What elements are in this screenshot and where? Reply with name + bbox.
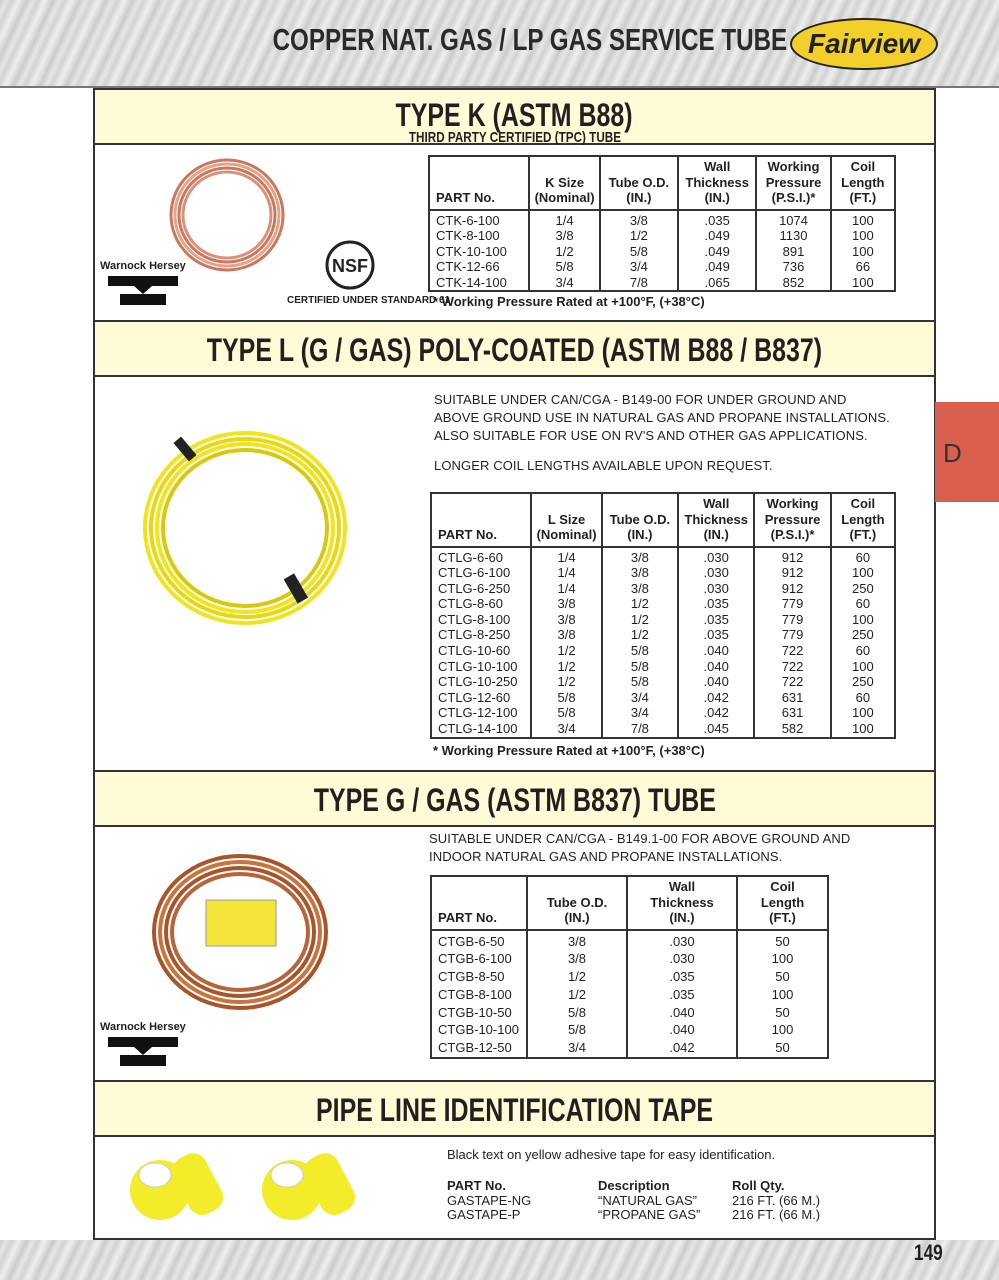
table-cell: 3/8 bbox=[602, 581, 678, 597]
type-g-description bbox=[429, 830, 850, 866]
table-cell: 1/2 bbox=[602, 627, 678, 643]
table-cell: .035 bbox=[678, 210, 756, 229]
table-row bbox=[429, 210, 895, 229]
table-cell: 1/2 bbox=[529, 244, 599, 260]
table-cell: 3/8 bbox=[531, 627, 601, 643]
table-row bbox=[431, 674, 895, 690]
table-cell: 852 bbox=[756, 275, 830, 292]
column-header-line: (IN.) bbox=[669, 910, 695, 925]
table-cell: 1/2 bbox=[527, 968, 627, 986]
column-header bbox=[527, 876, 627, 930]
table-cell: 216 FT. (66 M.) bbox=[732, 1192, 821, 1208]
table-row bbox=[431, 659, 895, 675]
table-cell: 7/8 bbox=[600, 275, 678, 292]
column-header-line: L Size bbox=[547, 511, 586, 527]
table-cell: 100 bbox=[831, 705, 895, 721]
table-cell: 100 bbox=[831, 721, 895, 738]
column-header-line: (P.S.I.)* bbox=[770, 527, 815, 542]
table-cell: .049 bbox=[678, 228, 756, 244]
column-header: Description bbox=[598, 1178, 670, 1193]
table-cell: 60 bbox=[831, 547, 895, 566]
column-header-line: Wall bbox=[704, 159, 731, 174]
table-cell: 779 bbox=[754, 612, 830, 628]
header-row bbox=[431, 493, 895, 547]
section-subtitle: THIRD PARTY CERTIFIED (TPC) TUBE bbox=[408, 129, 621, 146]
table-cell: 3/8 bbox=[531, 596, 601, 612]
table-cell: 779 bbox=[754, 596, 830, 612]
table-cell: .040 bbox=[678, 643, 754, 659]
table-cell: CTLG-8-100 bbox=[438, 611, 511, 627]
section-header-tape bbox=[93, 1080, 936, 1137]
fairview-logo: Fairview bbox=[790, 18, 938, 70]
table-cell: CTGB-6-100 bbox=[438, 951, 512, 967]
table-cell: 1/4 bbox=[529, 210, 599, 229]
column-header-line: Thickness bbox=[685, 174, 749, 190]
warnock-hersey-logo: Warnock Hersey bbox=[100, 260, 186, 272]
table-cell: CTLG-6-250 bbox=[438, 580, 511, 596]
table-cell: .030 bbox=[627, 950, 737, 968]
table-cell: 3/8 bbox=[527, 930, 627, 951]
table-cell: 3/4 bbox=[602, 690, 678, 706]
table-cell: .065 bbox=[678, 275, 756, 292]
table-row bbox=[431, 643, 895, 659]
table-cell: “PROPANE GAS” bbox=[598, 1207, 701, 1222]
table-cell: 3/4 bbox=[531, 721, 601, 738]
table-cell: 216 FT. (66 M.) bbox=[732, 1207, 821, 1222]
column-header-line: Length bbox=[760, 894, 805, 910]
table-cell: 779 bbox=[754, 627, 830, 643]
table-cell: 912 bbox=[754, 565, 830, 581]
pressure-note: * Working Pressure Rated at +100°F, (+38°C) bbox=[433, 743, 705, 758]
column-header-line: Coil bbox=[770, 879, 795, 894]
column-header bbox=[831, 156, 895, 210]
column-header-line: Thickness bbox=[650, 894, 714, 910]
column-header-line: (FT.) bbox=[769, 910, 796, 925]
table-cell: 631 bbox=[754, 690, 830, 706]
svg-text:NSF: NSF bbox=[332, 256, 368, 276]
table-row bbox=[431, 547, 895, 566]
page-title bbox=[200, 22, 820, 58]
page-number bbox=[910, 1240, 947, 1266]
table-cell: 1/2 bbox=[600, 228, 678, 244]
table-cell: 5/8 bbox=[531, 690, 601, 706]
table-cell: 5/8 bbox=[600, 244, 678, 260]
column-header-line: Pressure bbox=[765, 174, 822, 190]
table-cell: 100 bbox=[831, 244, 895, 260]
table-cell: 1/2 bbox=[602, 596, 678, 612]
table-row bbox=[431, 930, 828, 951]
table-cell: 5/8 bbox=[602, 643, 678, 659]
table-cell: 100 bbox=[831, 275, 895, 292]
page-title-text: COPPER NAT. GAS / LP GAS SERVICE TUBE bbox=[272, 22, 788, 57]
warnock-hersey-mark-icon bbox=[108, 1037, 178, 1067]
section-header-type-l bbox=[93, 320, 936, 377]
table-cell: 100 bbox=[831, 228, 895, 244]
table-cell: .035 bbox=[678, 627, 754, 643]
column-header: PART No. bbox=[447, 1178, 506, 1193]
table-cell: 1/2 bbox=[531, 674, 601, 690]
column-header bbox=[429, 156, 529, 210]
table-cell: 722 bbox=[754, 643, 830, 659]
column-header bbox=[678, 493, 754, 547]
table-row bbox=[429, 275, 895, 292]
table-cell: .035 bbox=[678, 612, 754, 628]
type-k-table bbox=[428, 155, 896, 292]
column-header bbox=[627, 876, 737, 930]
table-cell: 1/4 bbox=[531, 565, 601, 581]
column-header-line: Tube O.D. bbox=[546, 894, 608, 910]
table-cell: .030 bbox=[627, 930, 737, 951]
table-cell: 7/8 bbox=[602, 721, 678, 738]
section-title: PIPE LINE IDENTIFICATION TAPE bbox=[315, 1092, 714, 1128]
table-cell: 60 bbox=[831, 596, 895, 612]
section-tab-d[interactable] bbox=[935, 402, 999, 502]
table-cell: CTLG-10-250 bbox=[438, 674, 518, 690]
table-row bbox=[431, 968, 828, 986]
table-cell: .030 bbox=[678, 581, 754, 597]
desc-line: ALSO SUITABLE FOR USE ON RV'S AND OTHER GAS APPLICATIONS. bbox=[434, 428, 868, 443]
column-header-line: Thickness bbox=[684, 511, 748, 527]
table-cell: 3/4 bbox=[527, 1039, 627, 1058]
table-cell: 722 bbox=[754, 674, 830, 690]
table-row bbox=[429, 244, 895, 260]
copper-coil-image bbox=[148, 850, 333, 1015]
column-header-line: (Nominal) bbox=[534, 190, 595, 205]
table-cell: .040 bbox=[678, 674, 754, 690]
table-row bbox=[431, 565, 895, 581]
table-cell: 1/2 bbox=[527, 986, 627, 1004]
table-cell: 100 bbox=[737, 950, 828, 968]
table-cell: 3/8 bbox=[602, 565, 678, 581]
table-cell: .042 bbox=[627, 1039, 737, 1058]
table-row bbox=[431, 1039, 828, 1058]
table-cell: 5/8 bbox=[527, 1021, 627, 1039]
table-cell: CTLG-10-100 bbox=[438, 658, 518, 674]
column-header-line: (IN.) bbox=[703, 527, 729, 542]
table-cell: 582 bbox=[754, 721, 830, 738]
column-header bbox=[431, 493, 531, 547]
table-cell: 100 bbox=[831, 612, 895, 628]
table-cell: CTK-14-100 bbox=[436, 274, 507, 290]
table-cell: 250 bbox=[831, 581, 895, 597]
table-cell: 3/8 bbox=[529, 228, 599, 244]
header-row bbox=[431, 876, 828, 930]
section-title: TYPE G / GAS (ASTM B837) TUBE bbox=[313, 782, 716, 818]
table-cell: 1/4 bbox=[531, 547, 601, 566]
table-cell: CTGB-6-50 bbox=[438, 933, 505, 949]
tab-letter: D bbox=[943, 438, 962, 468]
table-cell: .035 bbox=[627, 986, 737, 1004]
table-row bbox=[429, 259, 895, 275]
column-header-line: PART No. bbox=[438, 910, 497, 925]
table-cell: 66 bbox=[831, 259, 895, 275]
column-header-line: (IN.) bbox=[627, 527, 653, 542]
certified-caption: CERTIFIED UNDER STANDARD 61 bbox=[287, 295, 451, 306]
table-cell: CTGB-10-50 bbox=[438, 1004, 512, 1020]
table-cell: GASTAPE-NG bbox=[447, 1192, 532, 1208]
table-cell: 722 bbox=[754, 659, 830, 675]
column-header-line: (IN.) bbox=[626, 190, 652, 205]
column-header-line: Coil bbox=[850, 159, 876, 174]
table-cell: 50 bbox=[737, 1039, 828, 1058]
table-cell: CTLG-8-60 bbox=[438, 596, 504, 612]
type-l-table bbox=[430, 492, 896, 739]
table-cell: 60 bbox=[831, 643, 895, 659]
table-cell: 3/8 bbox=[527, 950, 627, 968]
header-row bbox=[429, 156, 895, 210]
column-header-line: Tube O.D. bbox=[608, 174, 670, 190]
column-header bbox=[737, 876, 828, 930]
table-cell: 5/8 bbox=[529, 259, 599, 275]
table-cell: 100 bbox=[737, 986, 828, 1004]
desc-line: ABOVE GROUND USE IN NATURAL GAS AND PROPANE INSTALLATIONS. bbox=[434, 410, 890, 425]
column-header-line: Tube O.D. bbox=[609, 511, 671, 527]
page-number-text: 149 bbox=[914, 1240, 943, 1265]
type-g-table bbox=[430, 875, 829, 1059]
table-row bbox=[429, 228, 895, 244]
table-cell: 100 bbox=[831, 565, 895, 581]
table-cell: GASTAPE-P bbox=[447, 1207, 521, 1222]
desc-line: SUITABLE UNDER CAN/CGA - B149.1-00 FOR ABOVE GROUND AND bbox=[429, 831, 851, 846]
column-header-line: Wall bbox=[668, 879, 696, 894]
column-header-line: Pressure bbox=[764, 511, 821, 527]
type-l-description bbox=[434, 391, 890, 445]
table-cell: CTK-12-66 bbox=[436, 259, 500, 275]
table-cell: CTLG-6-100 bbox=[438, 565, 511, 581]
column-header-line: PART No. bbox=[438, 527, 497, 542]
table-cell: .030 bbox=[678, 565, 754, 581]
table-cell: 912 bbox=[754, 581, 830, 597]
table-cell: .045 bbox=[678, 721, 754, 738]
table-row bbox=[431, 986, 828, 1004]
table-cell: CTGB-8-100 bbox=[438, 986, 512, 1002]
section-title: TYPE L (G / GAS) POLY-COATED (ASTM B88 / B837) bbox=[206, 332, 823, 368]
column-header-line: (IN.) bbox=[704, 190, 730, 205]
column-header-line: Working bbox=[767, 159, 820, 174]
tape-description: Black text on yellow adhesive tape for easy identification. bbox=[447, 1147, 776, 1162]
table-row bbox=[431, 721, 895, 738]
column-header-line: (P.S.I.)* bbox=[771, 190, 816, 205]
section-title: TYPE K (ASTM B88) bbox=[395, 97, 634, 133]
table-cell: .040 bbox=[627, 1021, 737, 1039]
table-row bbox=[431, 690, 895, 706]
table-cell: .049 bbox=[678, 244, 756, 260]
table-cell: 250 bbox=[831, 674, 895, 690]
table-cell: 3/4 bbox=[529, 275, 599, 292]
table-row bbox=[431, 581, 895, 597]
table-cell: CTK-10-100 bbox=[436, 243, 507, 259]
table-cell: 3/4 bbox=[602, 705, 678, 721]
column-header bbox=[529, 156, 599, 210]
pressure-note: * Working Pressure Rated at +100°F, (+38°C) bbox=[433, 294, 705, 309]
table-cell: 912 bbox=[754, 547, 830, 566]
table-row bbox=[431, 627, 895, 643]
table-cell: 60 bbox=[831, 690, 895, 706]
column-header bbox=[678, 156, 756, 210]
table-cell: 50 bbox=[737, 930, 828, 951]
table-cell: 736 bbox=[756, 259, 830, 275]
table-cell: .049 bbox=[678, 259, 756, 275]
column-header bbox=[602, 493, 678, 547]
section-header-type-k bbox=[93, 88, 936, 145]
table-cell: CTLG-12-100 bbox=[438, 705, 518, 721]
section-header-type-g bbox=[93, 770, 936, 827]
table-cell: CTLG-14-100 bbox=[438, 721, 518, 737]
table-cell: 1130 bbox=[756, 228, 830, 244]
table-cell: 100 bbox=[737, 1021, 828, 1039]
column-header-line: (IN.) bbox=[564, 910, 590, 925]
column-header bbox=[431, 876, 527, 930]
table-cell: 250 bbox=[831, 627, 895, 643]
table-cell: CTLG-8-250 bbox=[438, 627, 511, 643]
table-cell: CTLG-6-60 bbox=[438, 549, 504, 565]
table-cell: 5/8 bbox=[602, 659, 678, 675]
table-cell: 3/4 bbox=[600, 259, 678, 275]
column-header-line: Wall bbox=[703, 496, 730, 511]
table-row bbox=[431, 1021, 828, 1039]
column-header-line: PART No. bbox=[436, 190, 495, 205]
column-header bbox=[754, 493, 830, 547]
warnock-hersey-logo: Warnock Hersey bbox=[100, 1021, 186, 1033]
table-cell: 1/2 bbox=[531, 659, 601, 675]
table-cell: 100 bbox=[831, 210, 895, 229]
table-row bbox=[431, 950, 828, 968]
table-cell: 3/8 bbox=[531, 612, 601, 628]
table-cell: 1/2 bbox=[602, 612, 678, 628]
table-row bbox=[431, 612, 895, 628]
table-cell: 3/8 bbox=[600, 210, 678, 229]
table-cell: CTK-8-100 bbox=[436, 228, 500, 244]
table-row bbox=[431, 705, 895, 721]
table-cell: 100 bbox=[831, 659, 895, 675]
table-cell: 891 bbox=[756, 244, 830, 260]
table-cell: CTGB-10-100 bbox=[438, 1022, 519, 1038]
column-header-line: (Nominal) bbox=[536, 527, 597, 542]
desc-line: SUITABLE UNDER CAN/CGA - B149-00 FOR UNDER GROUND AND bbox=[434, 392, 847, 407]
type-l-availability: LONGER COIL LENGTHS AVAILABLE UPON REQUEST. bbox=[434, 458, 773, 473]
warnock-hersey-mark-icon bbox=[108, 276, 178, 306]
table-cell: .042 bbox=[678, 705, 754, 721]
table-cell: 5/8 bbox=[527, 1004, 627, 1022]
table-cell: .030 bbox=[678, 547, 754, 566]
table-row bbox=[431, 1004, 828, 1022]
table-cell: 3/8 bbox=[602, 547, 678, 566]
table-cell: 1/4 bbox=[531, 581, 601, 597]
table-row bbox=[431, 596, 895, 612]
yellow-coil-image bbox=[135, 425, 355, 635]
table-cell: CTLG-10-60 bbox=[438, 643, 511, 659]
table-cell: 5/8 bbox=[531, 705, 601, 721]
table-cell: .035 bbox=[627, 968, 737, 986]
footer-band bbox=[0, 1240, 999, 1280]
table-cell: CTGB-8-50 bbox=[438, 969, 505, 985]
table-cell: CTK-6-100 bbox=[436, 212, 500, 228]
column-header-line: Length bbox=[841, 174, 885, 190]
desc-line: INDOOR NATURAL GAS AND PROPANE INSTALLATIONS. bbox=[429, 849, 783, 864]
column-header-line: Working bbox=[766, 496, 819, 511]
table-cell: 5/8 bbox=[602, 674, 678, 690]
column-header-line: Length bbox=[841, 511, 885, 527]
table-cell: .040 bbox=[678, 659, 754, 675]
column-header: Roll Qty. bbox=[732, 1178, 785, 1193]
table-cell: 1074 bbox=[756, 210, 830, 229]
table-cell: 50 bbox=[737, 968, 828, 986]
column-header-line: K Size bbox=[545, 174, 585, 190]
table-cell: CTLG-12-60 bbox=[438, 689, 511, 705]
column-header bbox=[756, 156, 830, 210]
table-cell: 631 bbox=[754, 705, 830, 721]
column-header-line: Coil bbox=[850, 496, 876, 511]
tape-rolls-image bbox=[120, 1145, 390, 1225]
column-header-line: (FT.) bbox=[849, 190, 877, 205]
table-cell: CTGB-12-50 bbox=[438, 1040, 512, 1056]
table-cell: 1/2 bbox=[531, 643, 601, 659]
table-cell: .042 bbox=[678, 690, 754, 706]
column-header-line: (FT.) bbox=[849, 527, 877, 542]
nsf-logo bbox=[325, 240, 375, 290]
column-header bbox=[531, 493, 601, 547]
column-header bbox=[600, 156, 678, 210]
table-cell: .040 bbox=[627, 1004, 737, 1022]
copper-coil-image bbox=[165, 155, 295, 275]
column-header bbox=[831, 493, 895, 547]
table-cell: “NATURAL GAS” bbox=[598, 1192, 697, 1208]
table-cell: 50 bbox=[737, 1004, 828, 1022]
table-cell: .035 bbox=[678, 596, 754, 612]
